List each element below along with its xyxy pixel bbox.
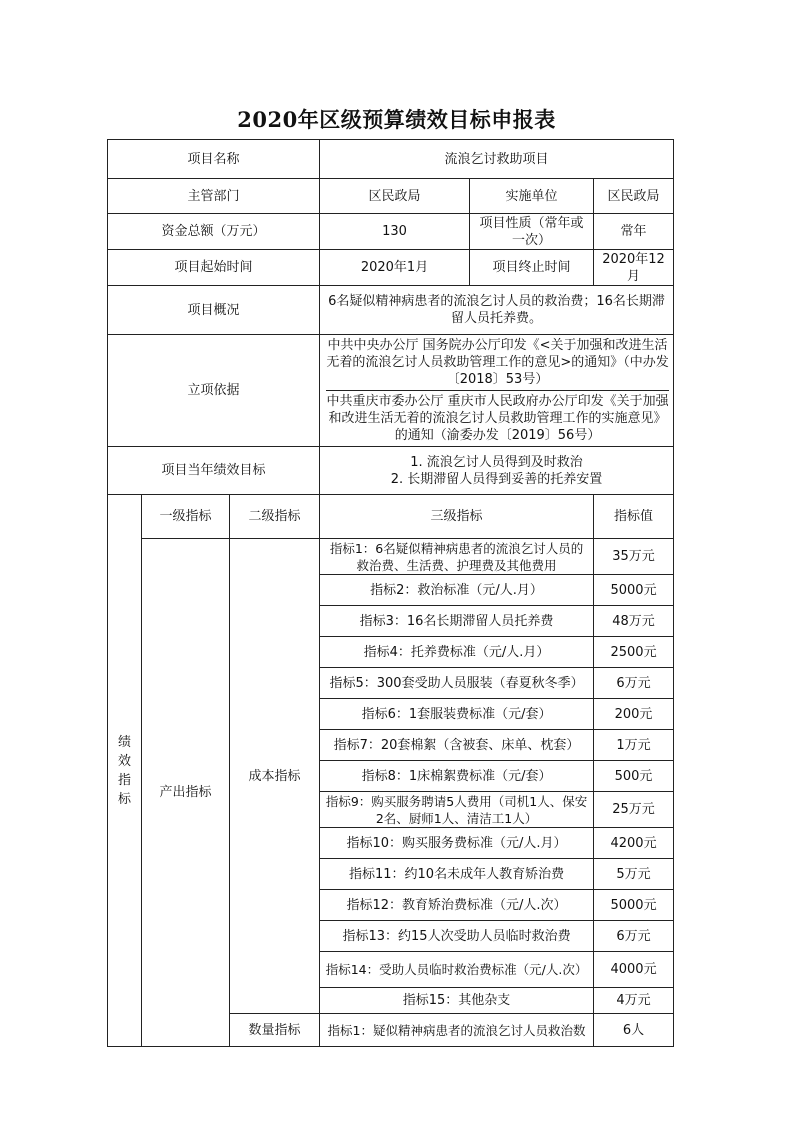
basis-line: 中共重庆市委办公厅 重庆市人民政府办公厅印发《关于加强和改进生活无着的流浪乞讨人员救助管理工作的实施意见》的通知（渝委办发〔2019〕56号） xyxy=(326,390,669,446)
dept-value: 区民政局 xyxy=(320,179,470,214)
basis-label: 立项依据 xyxy=(108,335,320,447)
start-date-label: 项目起始时间 xyxy=(108,250,320,286)
indicator-name: 指标10：购买服务费标准（元/人.月） xyxy=(320,828,594,859)
goals-label: 项目当年绩效目标 xyxy=(108,447,320,495)
goals-row xyxy=(108,447,674,495)
indicator-value: 6万元 xyxy=(594,668,674,699)
indicator-name: 指标5：300套受助人员服装（春夏秋冬季） xyxy=(320,668,594,699)
nature-value: 常年 xyxy=(594,214,674,250)
indicator-name: 指标8：1床棉絮费标准（元/套） xyxy=(320,761,594,792)
funds-label: 资金总额（万元） xyxy=(108,214,320,250)
page-title: 2020年区级预算绩效目标申报表 xyxy=(237,107,556,132)
dept-label: 主管部门 xyxy=(108,179,320,214)
basis-line: 中共中央办公厅 国务院办公厅印发《<关于加强和改进生活无着的流浪乞讨人员救助管理工作的意见>的通知》（中办发〔2018〕53号） xyxy=(326,338,669,387)
indicator-value: 5万元 xyxy=(594,859,674,890)
indicator-side-label xyxy=(108,495,142,1047)
indicator-value: 200元 xyxy=(594,699,674,730)
budget-performance-table xyxy=(107,139,674,1047)
funds-row xyxy=(108,214,674,250)
end-date-value: 2020年12月 xyxy=(594,250,674,286)
overview-label: 项目概况 xyxy=(108,286,320,335)
impl-unit-label: 实施单位 xyxy=(470,179,594,214)
end-date-label: 项目终止时间 xyxy=(470,250,594,286)
indicator-value: 2500元 xyxy=(594,637,674,668)
indicator-value: 5000元 xyxy=(594,890,674,921)
indicator-value: 6万元 xyxy=(594,921,674,952)
indicator-value: 1万元 xyxy=(594,730,674,761)
level2-header: 二级指标 xyxy=(230,495,320,539)
basis-row xyxy=(108,335,674,447)
cost-indicator-label: 成本指标 xyxy=(230,539,320,1014)
department-row xyxy=(108,179,674,214)
indicator-name: 指标6：1套服装费标准（元/套） xyxy=(320,699,594,730)
start-date-value: 2020年1月 xyxy=(320,250,470,286)
indicator-name: 指标7：20套棉絮（含被套、床单、枕套） xyxy=(320,730,594,761)
indicator-name: 指标15：其他杂支 xyxy=(320,988,594,1014)
indicator-side-text: 绩效指标 xyxy=(117,734,131,807)
indicator-value: 25万元 xyxy=(594,792,674,828)
indicator-name: 指标1：疑似精神病患者的流浪乞讨人员救治数 xyxy=(320,1014,594,1047)
indicator-name: 指标12：教育矫治费标准（元/人.次） xyxy=(320,890,594,921)
level3-header: 三级指标 xyxy=(320,495,594,539)
indicator-value: 4000元 xyxy=(594,952,674,988)
indicator-name: 指标2：救治标准（元/人.月） xyxy=(320,575,594,606)
basis-cell xyxy=(320,335,674,447)
indicator-value: 5000元 xyxy=(594,575,674,606)
overview-row xyxy=(108,286,674,335)
impl-unit-value: 区民政局 xyxy=(594,179,674,214)
goal-item: 1. 流浪乞讨人员得到及时救治 xyxy=(410,454,583,470)
indicator-value: 4万元 xyxy=(594,988,674,1014)
funds-value: 130 xyxy=(320,214,470,250)
indicator-name: 指标3：16名长期滞留人员托养费 xyxy=(320,606,594,637)
indicator-name: 指标9：购买服务聘请5人费用（司机1人、保安2名、厨师1人、清洁工1人） xyxy=(320,792,594,828)
value-header: 指标值 xyxy=(594,495,674,539)
project-name-label: 项目名称 xyxy=(108,140,320,179)
project-name-value: 流浪乞讨救助项目 xyxy=(320,140,674,179)
nature-label: 项目性质（常年或一次） xyxy=(470,214,594,250)
indicator-name: 指标11：约10名未成年人教育矫治费 xyxy=(320,859,594,890)
indicator-row xyxy=(108,539,674,575)
indicator-value: 35万元 xyxy=(594,539,674,575)
indicator-value: 48万元 xyxy=(594,606,674,637)
dates-row xyxy=(108,250,674,286)
indicator-name: 指标13：约15人次受助人员临时救治费 xyxy=(320,921,594,952)
goal-item: 2. 长期滞留人员得到妥善的托养安置 xyxy=(390,471,603,487)
quantity-indicator-label: 数量指标 xyxy=(230,1014,320,1047)
output-indicator-label: 产出指标 xyxy=(142,539,230,1047)
overview-text: 6名疑似精神病患者的流浪乞讨人员的救治费；16名长期滞留人员托养费。 xyxy=(320,286,674,335)
indicator-name: 指标4：托养费标准（元/人.月） xyxy=(320,637,594,668)
indicator-name: 指标14：受助人员临时救治费标准（元/人.次） xyxy=(320,952,594,988)
level1-header: 一级指标 xyxy=(142,495,230,539)
goals-cell xyxy=(320,447,674,495)
indicator-name: 指标1：6名疑似精神病患者的流浪乞讨人员的救治费、生活费、护理费及其他费用 xyxy=(320,539,594,575)
indicator-value: 4200元 xyxy=(594,828,674,859)
indicator-value: 500元 xyxy=(594,761,674,792)
indicator-header-row xyxy=(108,495,674,539)
indicator-value: 6人 xyxy=(594,1014,674,1047)
project-name-row xyxy=(108,140,674,179)
